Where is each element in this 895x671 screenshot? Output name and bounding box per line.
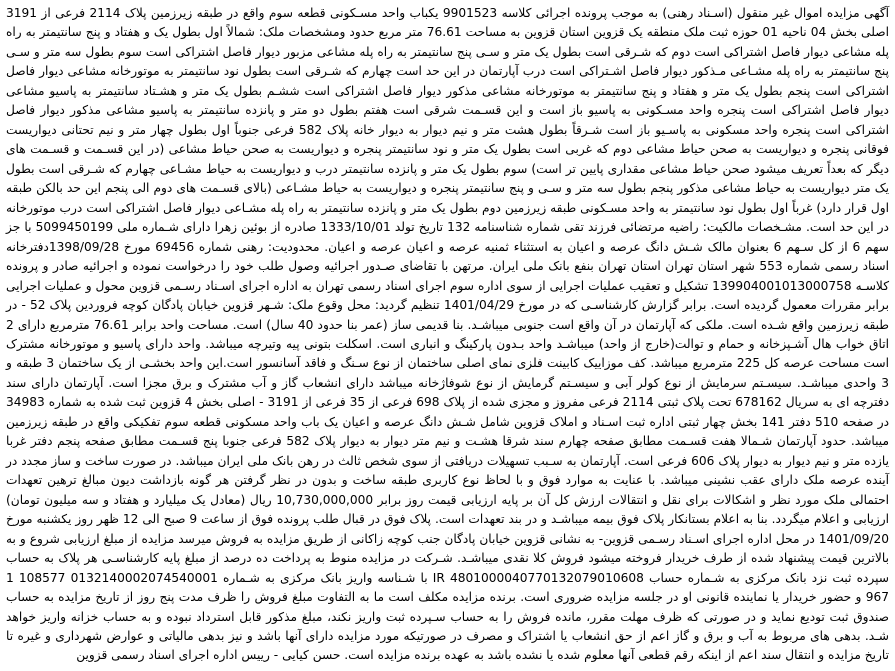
auction-notice-text: آگهی مزایده اموال غیر منقول (اسـناد رهنی) به موجب پرونده اجرائی کلاسه 9901523 یکباب واحد مسـکونی قطعه سوم واقع در طبقه زیرزمین پلاک 2114 فرعی از 3191 اصلی بخش 04 ناحیه 01 حوزه ثبت ملک منطقه یک قزوین استان قزوین به مساحت 76.61 متر مربع حدود ومشخصات ملک: شمالاً اول بطول یک و هفتاد و پنج سانتیمتر به راه پله مشاعی دیوار فاصل اشتراکی است دوم که شـرقی است بطول یک متر و سـی پنج سانتیمتر به راه پله مشاعی مزبور دیوار فاصل اشتراکی است سوم بطول سه متر و سـی پنج سانتیمتر به راه پله مشـاعی مـذکور دیوار فاصل اشـتراکی است درب آپارتمان در این حد است چهارم که شـرقی است بطول نود سانتیمتر به موتورخانه مشاعی دیوار فاصل اشتراکی است پنجم بطول یک متر و هفتاد و پنج سانتیمتر به موتورخانه مشاعی مذکور دیوار فاصل اشتراکی است ششـم بطول یک متر و هشـتاد سانتیمتر به پاسیو مشاعی دیوار فاصل اشتراکی است پنجره واحد مسـکونی به پاسیو باز است و این قسـمت شرقی است هفتم بطول دو متر و پانزده سانتیمتر به پاسیو مشاعی مذکور دیوار فاصل اشتراکی است پنجره واحد مسکونی به پاسـیو باز است شـرقاً بطول هشت متر و نیم دیوار به دیوار خانه پلاک 582 فرعی جنوباً اول بطول چهار متر و نیم تحتانی دیواریست فوقانی پنجره و دیواریست به صحن حیاط مشاعی دوم که غربی است بطول یک متر و نود سانتیمتر پنجره و دیواریست به صحن حیاط مشاعی (در این قسـمت و قسـمت های دیگر که بعداً تعریف میشود صحن حیاط مشاعی مقداری پایین تر است) سوم بطول یک متر و پانزده سانتیمتر درب و دیواریست به حیاط مشـاعی چهارم که شـرقی است بطول یک متر دیواریست به حیاط مشاعی مذکور پنجم بطول سه متر و سـی و پنج سانتیمتر پنجره و دیواریست به حیاط مشـاعی (بالای قسـمت های دوم الی پنجم این حد بالکن طبقه اول قرار دارد) غرباً اول بطول نود سانتیمتر به واحد مسـکونی طبقه زیرزمین دوم بطول یک متر و پانزده سانتیمتر به راه پله مشـاعی دیوار فاصل اشتراکی است درب موتورخانه در این حد است. مشـخصات مالکیت: راضیه مرتضائی فرزند تقی شماره شناسنامه 132 تاریخ تولد 1333/10/01 صادره از بوئین زهرا دارای شـماره ملی 5099450199 با جز سهم 6 از کل سـهم 6 بعنوان مالک شـش دانگ عرصه و اعیان به استثناء ثمنیه عرصه و اعیان عرصه و اعیان. محدودیت: رهنی شماره 69456 مورخ 1398/09/28دفترخانه اسناد رسمی شماره 553 شهر استان تهران استان تهران بنفع بانک ملی ایران. مرتهن با تقاضای صـدور اجرائیه وصول طلب خود را درخواست نموده و اجرائیه صادر و پرونده کلاسـه 139904001013000758 تشکیل و تعقیب عملیات اجرایی از سوی اداره سوم اجرای اسناد رسمی تهران به اداره اجرای اسـناد رسـمی قزوین محول و عملیات اجرایی برابر مقررات معمول گردیده است. برابر گزارش کارشناسـی که در مورخ 1401/04/29 تنظیم گردید: محل وقوع ملک: شـهر قزوین خیابان پادگان کوچه فروردین پلاک 52 - در طبقه زیرزمین واقع شـده است. ملکی که آپارتمان در آن واقع است جنوبی میباشـد. بنا قدیمی ساز (عمر بنا حدود 40 سال) است. مساحت واحد برابر 76.61 مترمربع دارای 2 اتاق خواب هال آشـپزخانه و حمام و توالت(خارج از واحد) میباشـد واحد بـدون پارکینگ و انباری است. اسکلت بتونی پیه وتیرچه میباشد. واحد دارای پاسیو و موتورخانه مشترک است مساحت عرصه کل 225 مترمربع میباشد. کف موزاییک کابینت فلزی نمای اصلی ساختمان از نوع سـنگ و فاقد آسانسور است.این واحد بخشـی از یک ساختمان 3 طبقه و 3 واحدی میباشـد. سیسـتم سرمایش از نوع کولر آبی و سیسـتم گرمایش از نوع شوفاژخانه میباشد دارای انشعاب گاز و آب مشترک و برق مجزا است. آپارتمان دارای سند دفترچه ای به سریال 678162 تحت پلاک ثبتی 2114 فرعی مفروز و مجزی شده از پلاک 698 فرعی از 35 فرعی از 3191 - اصلی بخش 4 قزوین ثبت شده به شماره 34983 در صفحه 510 دفتر 141 بخش چهار ثبتی اداره ثبت اسـناد و املاک قزوین شامل شـش دانگ عرصه و اعیان یک باب واحد مسکونی قطعه سوم تفکیکی واقع در طبقه زیرزمین میباشد. حدود آپارتمان شـمالا هفت قسـمت مطابق صفحه چهارم سند شرقا هشـت و نیم متر دیوار به دیوار پلاک 582 فرعی جنوبا پنج قسـمت مطابق صفحه پنجم دفتر غربا یازده متر و نیم دیوار به دیوار پلاک 606 فرعی است. آپارتمان به سـبب تسهیلات دریافتی از سوی شخص ثالث در رهن بانک ملی ایران میباشد. در صورت ساخت و ساز مجدد در آینده عرصه ملک دارای عقب نشینی میباشد. با عنایت به موارد فوق و با لحاظ نوع کاربری طبقه ساخت و بدون در نظر گرفتن هر گونه بازداشت دیون مبالغ ترهین تعهدات احتمالی ملک مورد نظر و اشکالات برای نقل و انتقالات ارزش کل آن بر پایه ارزیابی قیمت روز برابر 10,730,000,000 ریال (معادل یک میلیارد و هفتاد و سه میلیون تومان) ارزیابی و اعلام میگردد. بنا به اعلام بستانکار پلاک فوق بیمه میباشـد و در بند تعهدات است. پلاک فوق در قبال طلب پرونده فوق از ساعت 9 صبح الی 12 ظهر روز یکشنبه مورخ 1401/09/20 در محل اداره اجرای اسـناد رسـمی قزوین- به نشانی قزوین خیابان پادگان جنب کوچه زاکانی از طریق مزایده به فروش میرسد مزایده از مبلغ ارزیابی شروع و به بالاترین قیمت پیشنهاد شده از طرف خریدار فروخته میشود فروش کلا نقدی میباشـد. شـرکت در مزایده منوط به پرداخت ده درصد از مبلغ پایه کارشناسـی هر پلاک به حساب سپرده ثبت نزد بانک مرکزی به شـماره حساب 4801000040770132079010608 IR با شـناسه واریز بانک مرکزی به شـماره 0132140002074540001 108577 1 967 و حضور خریدار یا نماینده قانونی او در جلسه مزایده ضروری است. برنده مزایده مکلف است ما به التفاوت مبلغ فروش را ظرف مدت پنج روز از تاریخ مزایده به حساب صندوق ثبت تودیع نماید و در صورتی که ظرف مهلت مقرر، مانده فروش را به حساب سـپرده ثبت واریز نکند، مبلغ مذکور قابل استرداد نبوده و به حساب خزانه واریز خواهد شـد. بدهی های مربوط به آب و برق و گاز اعم از حق انشعاب یا اشتراک و مصرف در صورتیکه مورد مزایده دارای آنها باشد و نیز بدهی مالیاتی و عوارض شهرداری و غیره تا تاریخ مزایده و انتقال سند اعم از اینکه رقم قطعی آنها معلوم شده یا نشده باشد به عهده برنده مزایده است. حسن کیایی - رییس اداره اجرای اسناد رسمی قزوین <box>6 6 890 663</box>
